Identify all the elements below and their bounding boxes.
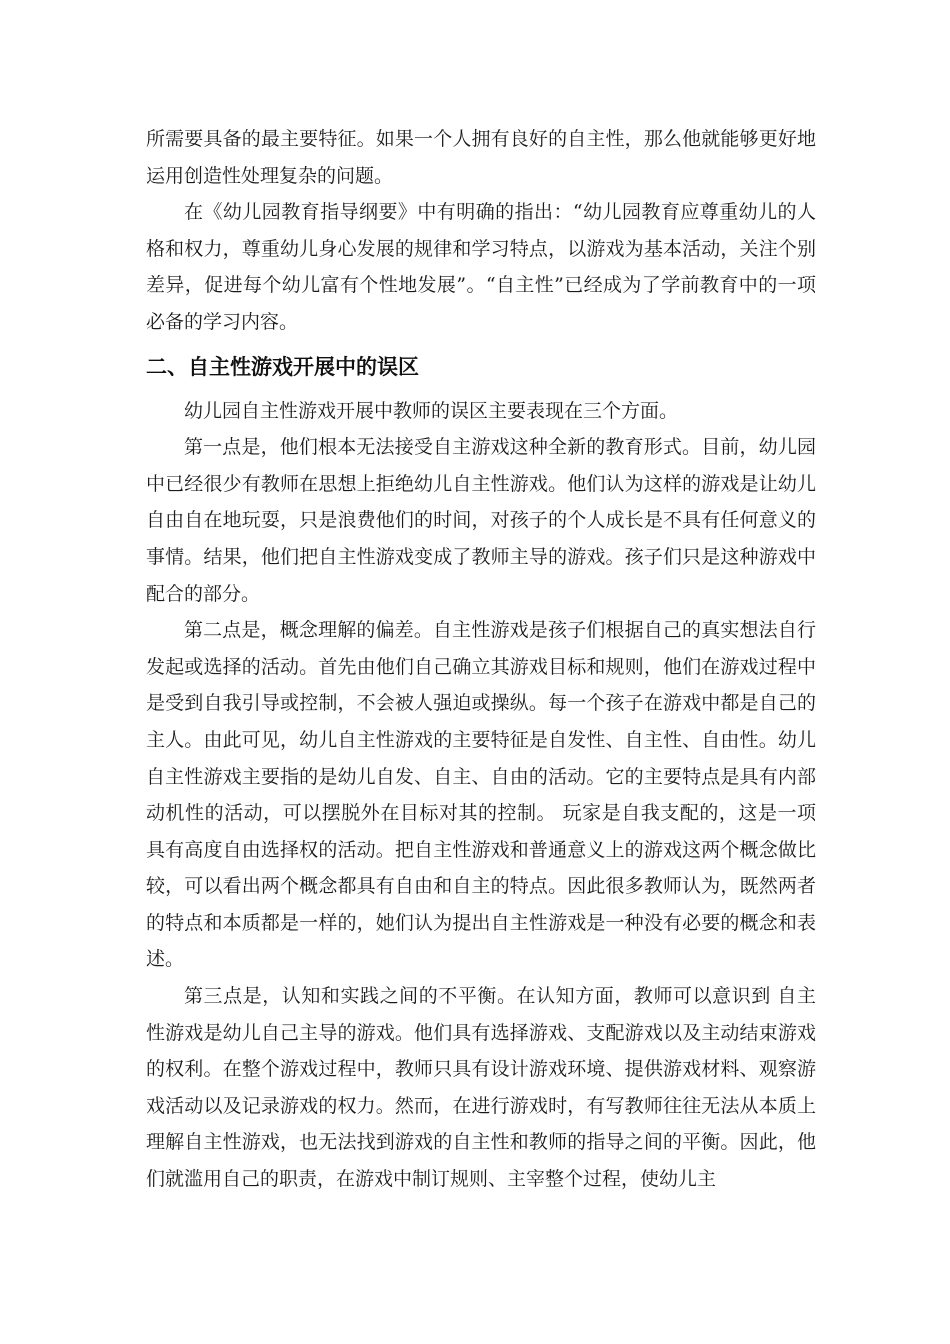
paragraph-continuation: 所需要具备的最主要特征。如果一个人拥有良好的自主性，那么他就能够更好地运用创造性处理复杂的问题。: [146, 128, 816, 187]
paragraph-guideline-quote: 在《幼儿园教育指导纲要》中有明确的指出：“幼儿园教育应尊重幼儿的人格和权力，尊重幼儿身心发展的规律和学习特点，以游戏为基本活动，关注个别差异，促进每个幼儿富有个性地发展”。“自主性”已经成为了学前教育中的一项必备的学习内容。: [146, 201, 816, 333]
paragraph-point-two: 第二点是，概念理解的偏差。自主性游戏是孩子们根据自己的真实想法自行发起或选择的活动。首先由他们自己确立其游戏目标和规则，他们在游戏过程中是受到自我引导或控制，不会被人强迫或操纵。每一个孩子在游戏中都是自己的主人。由此可见，幼儿自主性游戏的主要特征是自发性、自主性、自由性。幼儿自主性游戏主要指的是幼儿自发、自主、自由的活动。它的主要特点是具有内部动机性的活动，可以摆脱外在目标对其的控制。 玩家是自我支配的，这是一项具有高度自由选择权的活动。把自主性游戏和普通意义上的游戏这两个概念做比较，可以看出两个概念都具有自由和自主的特点。因此很多教师认为，既然两者的特点和本质都是一样的，她们认为提出自主性游戏是一种没有必要的概念和表述。: [146, 619, 816, 971]
section-heading: 二、自主性游戏开展中的误区: [146, 354, 419, 379]
paragraph-point-three: 第三点是，认知和实践之间的不平衡。在认知方面，教师可以意识到 自主性游戏是幼儿自己主导的游戏。他们具有选择游戏、支配游戏以及主动结束游戏的权利。在整个游戏过程中，教师只具有设计游戏环境、提供游戏材料、观察游戏活动以及记录游戏的权力。然而，在进行游戏时，有写教师往往无法从本质上理解自主性游戏，也无法找到游戏的自主性和教师的指导之间的平衡。因此，他们就滥用自己的职责，在游戏中制订规则、主宰整个过程，使幼儿主: [146, 985, 816, 1191]
paragraph-section-intro: 幼儿园自主性游戏开展中教师的误区主要表现在三个方面。: [184, 399, 679, 422]
paragraph-point-one: 第一点是，他们根本无法接受自主游戏这种全新的教育形式。目前，幼儿园中已经很少有教师在思想上拒绝幼儿自主性游戏。他们认为这样的游戏是让幼儿自由自在地玩耍，只是浪费他们的时间，对孩子的个人成长是不具有任何意义的事情。结果，他们把自主性游戏变成了教师主导的游戏。孩子们只是这种游戏中配合的部分。: [146, 436, 816, 605]
document-body: [146, 121, 816, 1198]
